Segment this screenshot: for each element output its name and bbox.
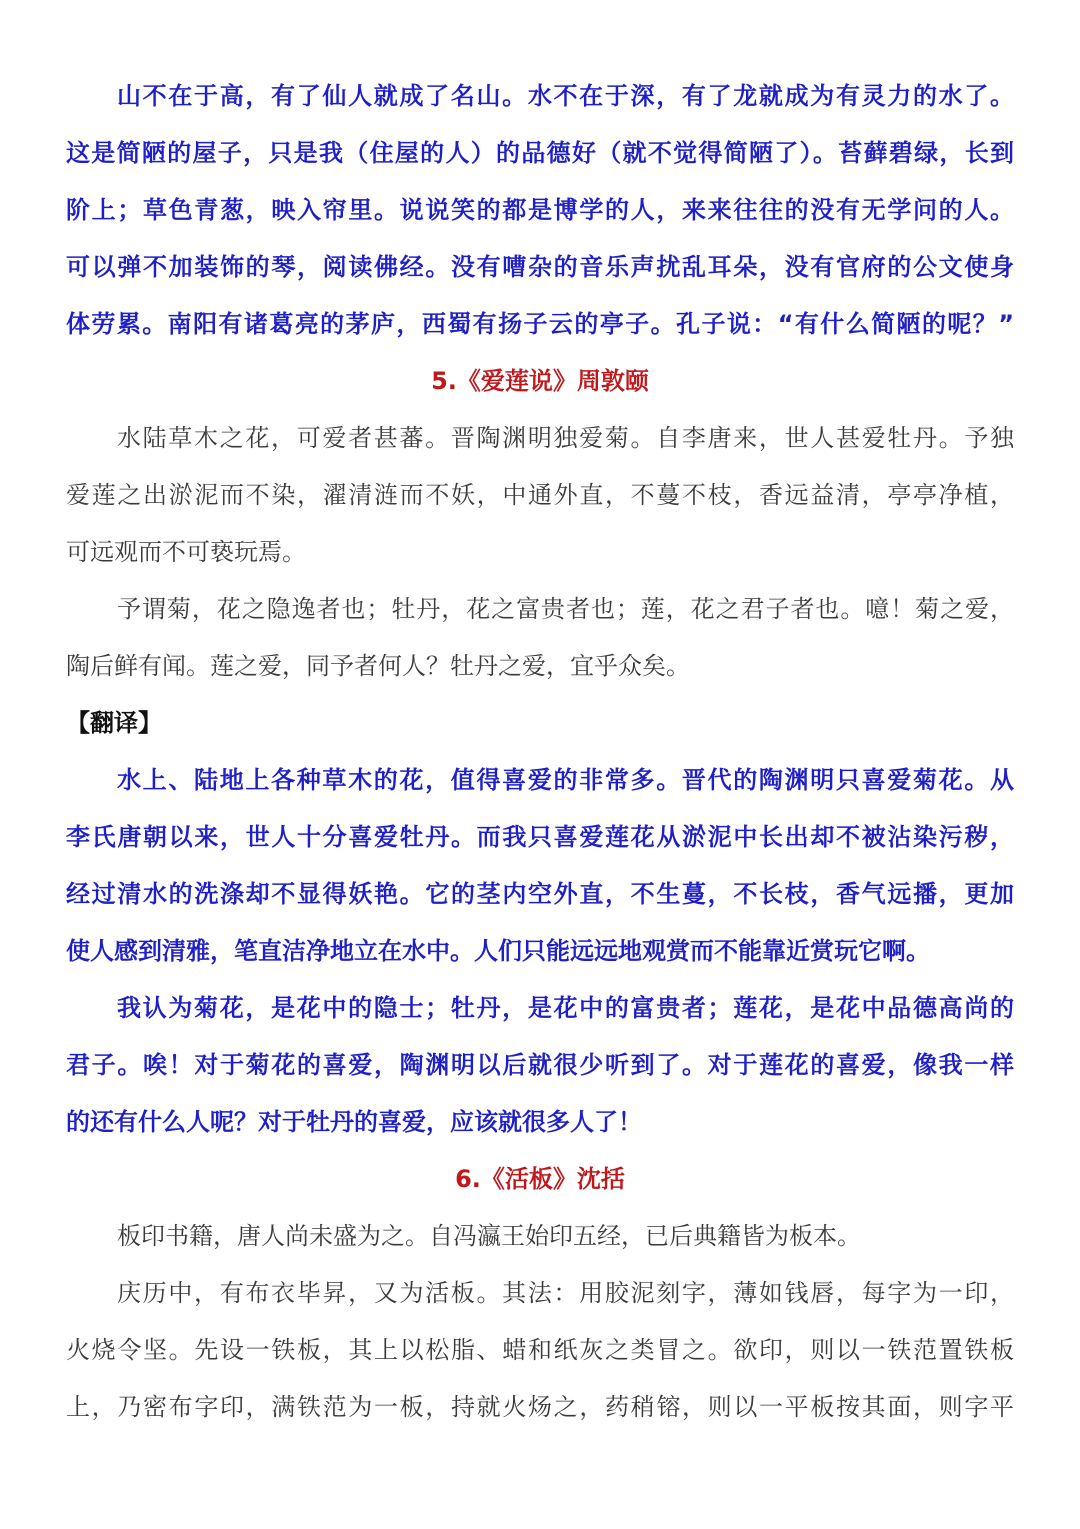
section-6-original-line: 火烧令坚。先设一铁板，其上以松脂、蜡和纸灰之类冒之。欲印，则以一铁范置铁板 xyxy=(66,1336,1014,1364)
translation-4-line-1: 山不在于高，有了仙人就成了名山。水不在于深，有了龙就成为有灵力的水了。 xyxy=(117,82,1014,110)
section-5-translation-line: 君子。唉！对于菊花的喜爱，陶渊明以后就很少听到了。对于莲花的喜爱，像我一样 xyxy=(66,1051,1014,1079)
translation-label: 【翻译】 xyxy=(66,709,162,737)
section-5-original-line: 陶后鲜有闻。莲之爱，同予者何人？牡丹之爱，宜乎众矣。 xyxy=(66,652,690,680)
translation-4-line-3: 阶上；草色青葱，映入帘里。说说笑的都是博学的人，来来往往的没有无学问的人。 xyxy=(66,196,1014,224)
section-5-original-line: 予谓菊，花之隐逸者也；牡丹，花之富贵者也；莲，花之君子者也。噫！菊之爱， xyxy=(117,595,1014,623)
section-5-heading: 5.《爱莲说》周敦颐 xyxy=(431,367,649,395)
section-5-translation-line: 经过清水的洗涤却不显得妖艳。它的茎内空外直，不生蔓，不长枝，香气远播，更加 xyxy=(66,880,1014,908)
translation-4-line-2: 这是简陋的屋子，只是我（住屋的人）的品德好（就不觉得简陋了）。苔藓碧绿，长到 xyxy=(66,139,1014,167)
section-6-original-line: 板印书籍，唐人尚未盛为之。自冯瀛王始印五经，已后典籍皆为板本。 xyxy=(117,1222,861,1250)
section-5-translation-line: 水上、陆地上各种草木的花，值得喜爱的非常多。晋代的陶渊明只喜爱菊花。从 xyxy=(117,766,1014,794)
section-5-translation-line: 的还有什么人呢？对于牡丹的喜爱，应该就很多人了！ xyxy=(66,1108,642,1136)
section-5-original-line: 水陆草木之花，可爱者甚蕃。晋陶渊明独爱菊。自李唐来，世人甚爱牡丹。予独 xyxy=(117,424,1014,452)
section-5-translation-line: 使人感到清雅，笔直洁净地立在水中。人们只能远远地观赏而不能靠近赏玩它啊。 xyxy=(66,937,930,965)
translation-4-line-4: 可以弹不加装饰的琴，阅读佛经。没有嘈杂的音乐声扰乱耳朵，没有官府的公文使身 xyxy=(66,253,1014,281)
section-6-original-line: 庆历中，有布衣毕昇，又为活板。其法：用胶泥刻字，薄如钱唇，每字为一印， xyxy=(117,1279,1014,1307)
section-5-original-line: 可远观而不可亵玩焉。 xyxy=(66,538,306,566)
section-5-original-line: 爱莲之出淤泥而不染，濯清涟而不妖，中通外直，不蔓不枝，香远益清，亭亭净植， xyxy=(66,481,1014,509)
section-5-translation-line: 李氏唐朝以来，世人十分喜爱牡丹。而我只喜爱莲花从淤泥中长出却不被沾染污秽， xyxy=(66,823,1014,851)
section-5-translation-line: 我认为菊花，是花中的隐士；牡丹，是花中的富贵者；莲花，是花中品德高尚的 xyxy=(117,994,1014,1022)
translation-4-line-5: 体劳累。南阳有诸葛亮的茅庐，西蜀有扬子云的亭子。孔子说：“有什么简陋的呢？” xyxy=(66,310,1014,338)
section-6-original-line: 上，乃密布字印，满铁范为一板，持就火炀之，药稍镕，则以一平板按其面，则字平 xyxy=(66,1393,1014,1421)
section-6-heading: 6.《活板》沈括 xyxy=(455,1165,625,1193)
